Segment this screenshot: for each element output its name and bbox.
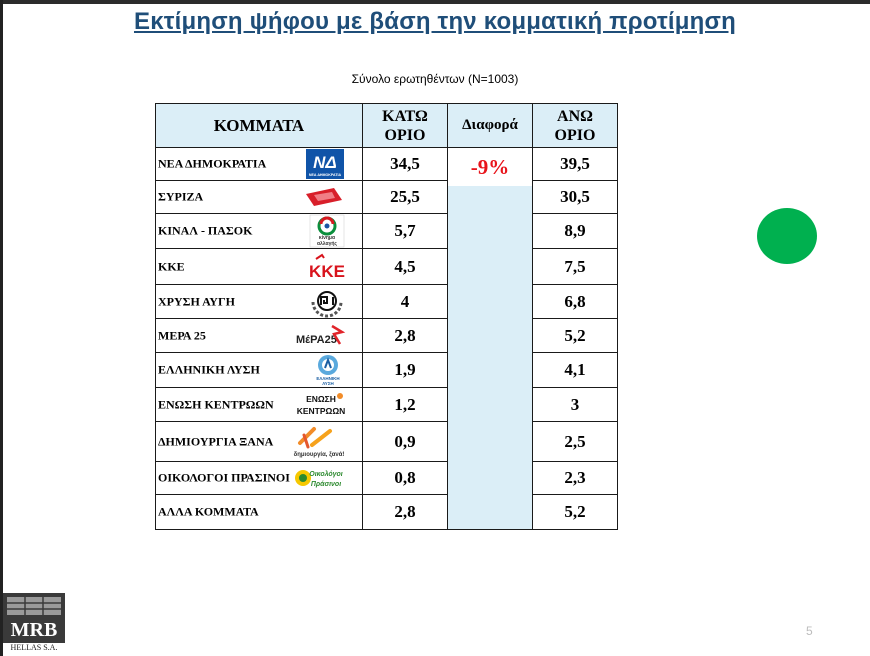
kke-logo-text: ΚΚΕ [309,261,345,281]
top-border [0,0,870,4]
low-value: 0,9 [363,422,448,462]
header-low [363,104,448,148]
header-high [533,104,618,148]
xa-logo-icon [310,287,344,317]
low-value: 0,8 [363,462,448,495]
page-number: 5 [806,624,813,638]
header-high-line2: ΟΡΙΟ [554,126,596,144]
page-subtitle: Σύνολο ερωτηθέντων (N=1003) [351,72,519,86]
low-value: 4,5 [363,249,448,285]
elliniki-logo-sub2: ΛΥΣΗ [322,381,334,386]
nd-logo-text: ΝΔ [313,153,337,172]
party-cell [156,181,363,214]
table-row [156,422,618,462]
nd-logo-icon [306,149,344,179]
party-name: ΟΙΚΟΛΟΓΟΙ ΠΡΑΣΙΝΟΙ [158,470,290,485]
party-name: ΝΕΑ ΔΗΜΟΚΡΑΤΙΑ [158,156,267,171]
table-row [156,148,618,181]
left-border [0,0,3,656]
party-cell [156,214,363,249]
party-name: ΕΝΩΣΗ ΚΕΝΤΡΩΩΝ [158,397,274,411]
party-cell [156,249,363,285]
low-value: 5,7 [363,214,448,249]
table-header-row [156,104,618,148]
enosi-logo-line2: ΚΕΝΤΡΩΩΝ [296,405,346,416]
party-cell [156,319,363,353]
dimiourgia-xana-logo-icon [294,425,344,459]
status-dot [757,208,817,264]
table-row [156,495,618,530]
kke-logo-icon [310,253,344,281]
enosi-kentroon-logo-icon [296,390,346,420]
high-value: 8,9 [533,214,618,249]
high-value: 7,5 [533,249,618,285]
mrb-brand: MRB [10,619,58,641]
party-cell [156,353,363,388]
party-name: ΚΚΕ [158,259,185,273]
party-cell [156,422,363,462]
nd-logo-sub: ΝΕΑ ΔΗΜΟΚΡΑΤΙΑ [308,173,342,177]
party-name: ΧΡΥΣΗ ΑΥΓΗ [158,294,235,308]
party-name: ΔΗΜΙΟΥΡΓΙΑ ΞΑΝΑ [158,434,274,448]
low-value: 34,5 [363,148,448,181]
mrb-brand-sub: HELLAS S.A. [3,643,65,653]
mera25-logo-icon [296,322,344,350]
table-row [156,462,618,495]
difference-value: -9% [448,148,532,186]
table-row [156,285,618,319]
low-value: 1,2 [363,388,448,422]
party-cell [156,148,363,181]
high-value: 6,8 [533,285,618,319]
mera25-logo-text: ΜέΡΑ25 [296,333,337,346]
enosi-logo-line1: ΕΝΩΣΗ [306,393,336,404]
party-cell [156,495,363,530]
party-name: ΕΛΛΗΝΙΚΗ ΛΥΣΗ [158,362,260,377]
low-value: 2,8 [363,495,448,530]
kinal-logo-sub2: αλλαγής [316,241,338,247]
party-name: ΑΛΛΑ ΚΟΜΜΑΤΑ [158,504,259,519]
high-value: 30,5 [533,181,618,214]
high-value: 4,1 [533,353,618,388]
results-table [155,103,618,530]
mrb-logo [3,593,65,653]
page-title: Εκτίμηση ψήφου με βάση την κομματική προτίμηση [133,8,737,35]
high-value: 39,5 [533,148,618,181]
table-row [156,181,618,214]
oikologoi-logo-line1: Οικολόγοι [309,471,343,478]
table-row [156,214,618,249]
party-name: ΚΙΝΑΛ - ΠΑΣΟΚ [158,223,253,238]
difference-cell [448,148,533,530]
high-value: 2,3 [533,462,618,495]
elliniki-logo-sub1: ΕΛΛΗΝΙΚΗ [316,376,340,381]
header-party: ΚΟΜΜΑΤΑ [156,104,363,148]
elliniki-lysi-logo-icon [312,353,344,387]
low-value: 1,9 [363,353,448,388]
table-row [156,319,618,353]
party-cell [156,462,363,495]
table-row [156,388,618,422]
header-low-line1: ΚΑΤΩ [382,107,428,125]
low-value: 25,5 [363,181,448,214]
table-row [156,249,618,285]
kinal-logo-icon [310,215,344,247]
oikologoi-logo-line2: Πράσινοι [310,481,342,488]
party-cell [156,285,363,319]
dimiourgia-logo-text: δημιουργία, ξανά! [293,451,345,458]
party-name: ΣΥΡΙΖΑ [158,189,204,204]
header-difference: Διαφορά [448,104,533,148]
kinal-logo-sub1: κίνημα [318,235,336,241]
party-name: ΜΕΡΑ 25 [158,328,206,342]
high-value: 2,5 [533,422,618,462]
party-cell [156,388,363,422]
high-value: 5,2 [533,495,618,530]
syriza-logo-icon [304,186,344,208]
low-value: 4 [363,285,448,319]
table-row [156,353,618,388]
low-value: 2,8 [363,319,448,353]
high-value: 5,2 [533,319,618,353]
oikologoi-logo-icon [294,465,344,491]
header-low-line2: ΟΡΙΟ [384,126,426,144]
mrb-grid-icon [7,597,61,615]
header-high-line1: ΑΝΩ [557,107,593,125]
high-value: 3 [533,388,618,422]
